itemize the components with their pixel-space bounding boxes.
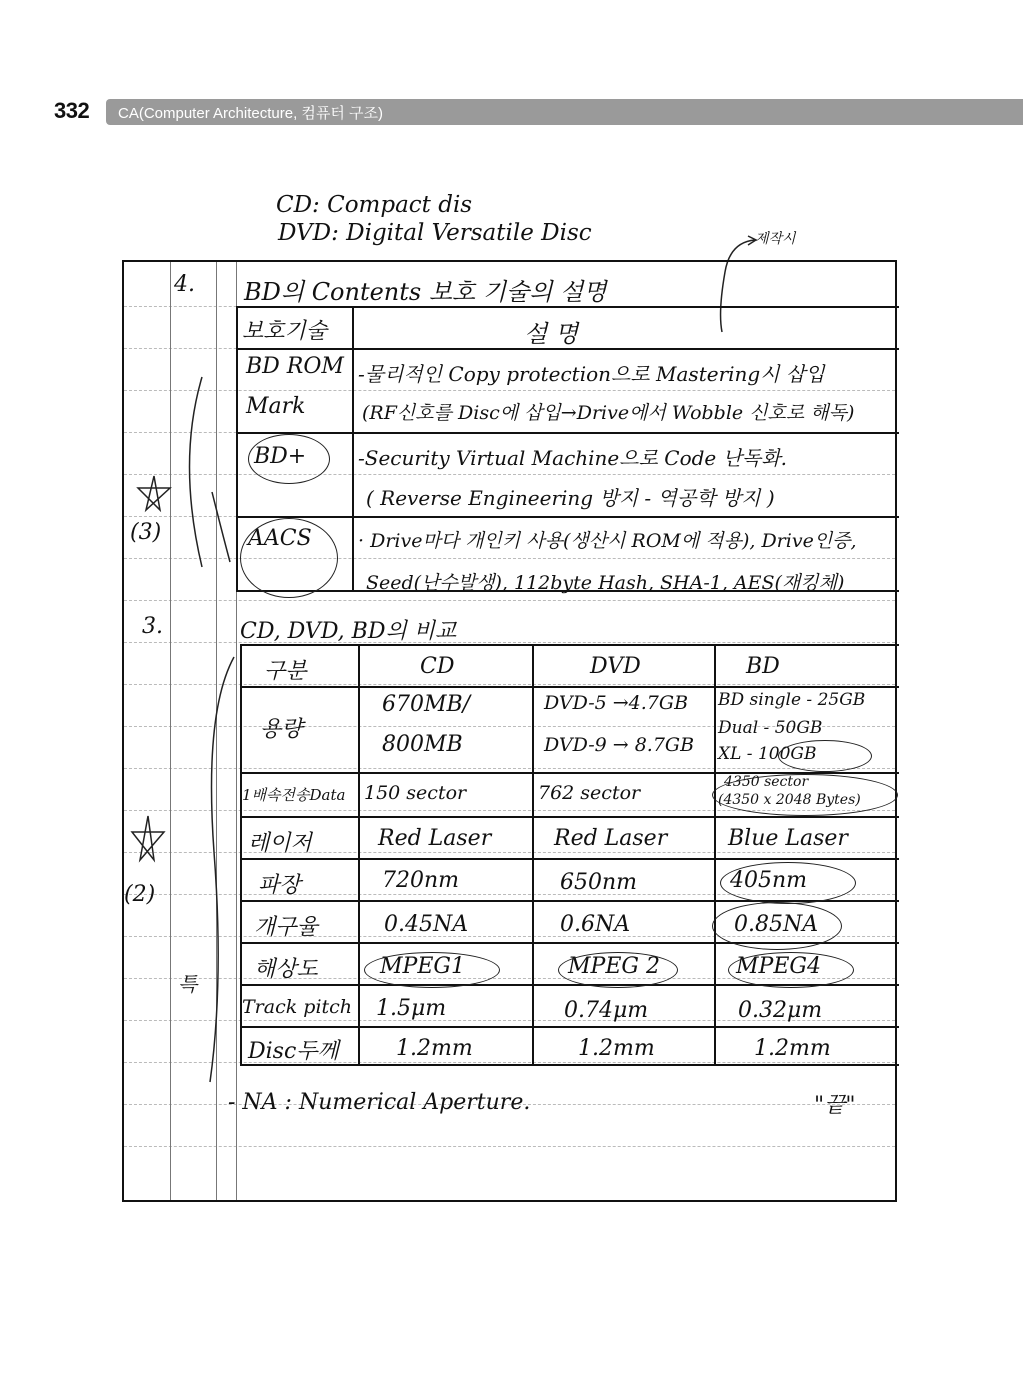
dvd-mpeg-circle bbox=[558, 952, 678, 988]
cmp-aperture-bd: 0.85NA bbox=[734, 912, 819, 937]
cmp-trackpitch-cd: 1.5μm bbox=[376, 996, 447, 1021]
cmp-aperture-label: 개구율 bbox=[254, 915, 318, 940]
note-arrow: 제작시 bbox=[755, 231, 796, 247]
note-dvd: DVD: Digital Versatile Disc bbox=[278, 220, 592, 246]
cmp-capacity-bd-3: XL - 100GB bbox=[718, 744, 817, 764]
desc-aacs-line1: · Drive마다 개인키 사용(생산시 ROM에 적용), Drive인증, bbox=[358, 530, 857, 552]
cmp-speed-dvd: 762 sector bbox=[538, 782, 641, 804]
section3-side-mark: 특 bbox=[178, 972, 198, 996]
cmp-speed-label: 1배속전송Data bbox=[242, 786, 346, 804]
end-mark: "끝" bbox=[814, 1093, 856, 1118]
cmp-resolution-cd: MPEG1 bbox=[380, 954, 465, 979]
cmp-capacity-label: 용량 bbox=[260, 717, 303, 742]
desc-bdplus-line1: -Security Virtual Machine으로 Code 난독화. bbox=[358, 446, 787, 470]
bd-speed-circle bbox=[712, 774, 898, 816]
tech-aacs: AACS bbox=[248, 526, 312, 551]
cmp-aperture-cd: 0.45NA bbox=[384, 912, 469, 937]
cmp-capacity-bd-1: BD single - 25GB bbox=[718, 690, 866, 710]
cmp-header-label: 구분 bbox=[264, 659, 307, 684]
cmp-thickness-bd: 1.2mm bbox=[754, 1036, 831, 1061]
bd-mpeg-circle bbox=[728, 952, 854, 988]
desc-bdplus-line2: ( Reverse Engineering 방지 - 역공학 방지 ) bbox=[366, 486, 775, 510]
cmp-resolution-dvd: MPEG 2 bbox=[568, 954, 660, 979]
cmp-laser-cd: Red Laser bbox=[378, 826, 492, 851]
cmp-capacity-dvd-2: DVD-9 → 8.7GB bbox=[544, 734, 695, 756]
bd-aperture-circle bbox=[712, 902, 842, 950]
cmp-thickness-label: Disc두께 bbox=[248, 1039, 339, 1064]
cmp-speed-bd-2: (4350 x 2048 Bytes) bbox=[718, 792, 861, 808]
section3-title: CD, DVD, BD의 비교 bbox=[240, 619, 457, 644]
tech-bdplus: BD+ bbox=[254, 444, 307, 469]
section4-title: BD의 Contents 보호 기술의 설명 bbox=[244, 278, 607, 306]
desc-bdrom-line1: -물리적인 Copy protection으로 Mastering시 삽입 bbox=[358, 362, 825, 386]
cmp-laser-label: 레이저 bbox=[248, 831, 312, 856]
cmp-trackpitch-label: Track pitch bbox=[242, 996, 353, 1018]
tech-bdrom-line2: Mark bbox=[246, 394, 306, 419]
col-desc-header: 설 명 bbox=[524, 320, 578, 348]
cmp-thickness-cd: 1.2mm bbox=[396, 1036, 473, 1061]
cmp-wavelength-dvd: 650nm bbox=[560, 870, 638, 895]
bd-xl-circle bbox=[778, 740, 872, 772]
cmp-wavelength-bd: 405nm bbox=[730, 868, 808, 893]
cmp-header-bd: BD bbox=[746, 654, 780, 679]
cmp-capacity-dvd-1: DVD-5 →4.7GB bbox=[544, 692, 689, 714]
handwritten-sheet bbox=[122, 260, 897, 1202]
cmp-speed-cd: 150 sector bbox=[364, 782, 467, 804]
star-icon bbox=[128, 814, 168, 864]
cmp-aperture-dvd: 0.6NA bbox=[560, 912, 631, 937]
cmp-trackpitch-dvd: 0.74μm bbox=[564, 998, 649, 1023]
cmp-header-dvd: DVD bbox=[590, 654, 641, 679]
bdplus-circle bbox=[248, 434, 330, 484]
section3-margin-mark: (2) bbox=[124, 882, 156, 907]
note-cd: CD: Compact dis bbox=[276, 192, 473, 218]
cmp-speed-bd-1: 4350 sector bbox=[724, 774, 809, 790]
cd-mpeg-circle bbox=[364, 952, 500, 988]
cmp-laser-bd: Blue Laser bbox=[728, 826, 848, 851]
cmp-capacity-cd-2: 800MB bbox=[382, 732, 463, 757]
section4-number: 4. bbox=[174, 272, 195, 297]
section4-margin-mark: (3) bbox=[130, 520, 162, 545]
cmp-wavelength-label: 파장 bbox=[258, 873, 301, 898]
na-note: - NA : Numerical Aperture. bbox=[228, 1090, 531, 1115]
aacs-circle bbox=[240, 518, 338, 598]
desc-bdrom-line2: (RF신호를 Disc에 삽입→Drive에서 Wobble 신호로 해독) bbox=[362, 402, 855, 424]
cmp-thickness-dvd: 1.2mm bbox=[578, 1036, 655, 1061]
tech-bdrom-line1: BD ROM bbox=[246, 354, 344, 379]
header-title: CA(Computer Architecture, 컴퓨터 구조) bbox=[118, 105, 384, 122]
bracket-mark bbox=[194, 652, 238, 1092]
desc-aacs-line2: Seed(난수발생), 112byte Hash, SHA-1, AES(재킹체) bbox=[366, 572, 845, 594]
cmp-header-cd: CD bbox=[420, 654, 455, 679]
section3-number: 3. bbox=[142, 614, 163, 639]
cmp-laser-dvd: Red Laser bbox=[554, 826, 668, 851]
cmp-capacity-bd-2: Dual - 50GB bbox=[718, 718, 823, 738]
page-number: 332 bbox=[54, 98, 90, 123]
cmp-resolution-label: 해상도 bbox=[254, 957, 318, 982]
bracket-mark bbox=[172, 372, 232, 572]
col-tech-header: 보호기술 bbox=[242, 319, 328, 344]
cmp-resolution-bd: MPEG4 bbox=[736, 954, 821, 979]
star-icon bbox=[134, 474, 174, 514]
cmp-wavelength-cd: 720nm bbox=[382, 868, 460, 893]
cmp-trackpitch-bd: 0.32μm bbox=[738, 998, 823, 1023]
bd-wavelength-circle bbox=[720, 862, 856, 904]
cmp-capacity-cd-1: 670MB/ bbox=[382, 692, 471, 717]
